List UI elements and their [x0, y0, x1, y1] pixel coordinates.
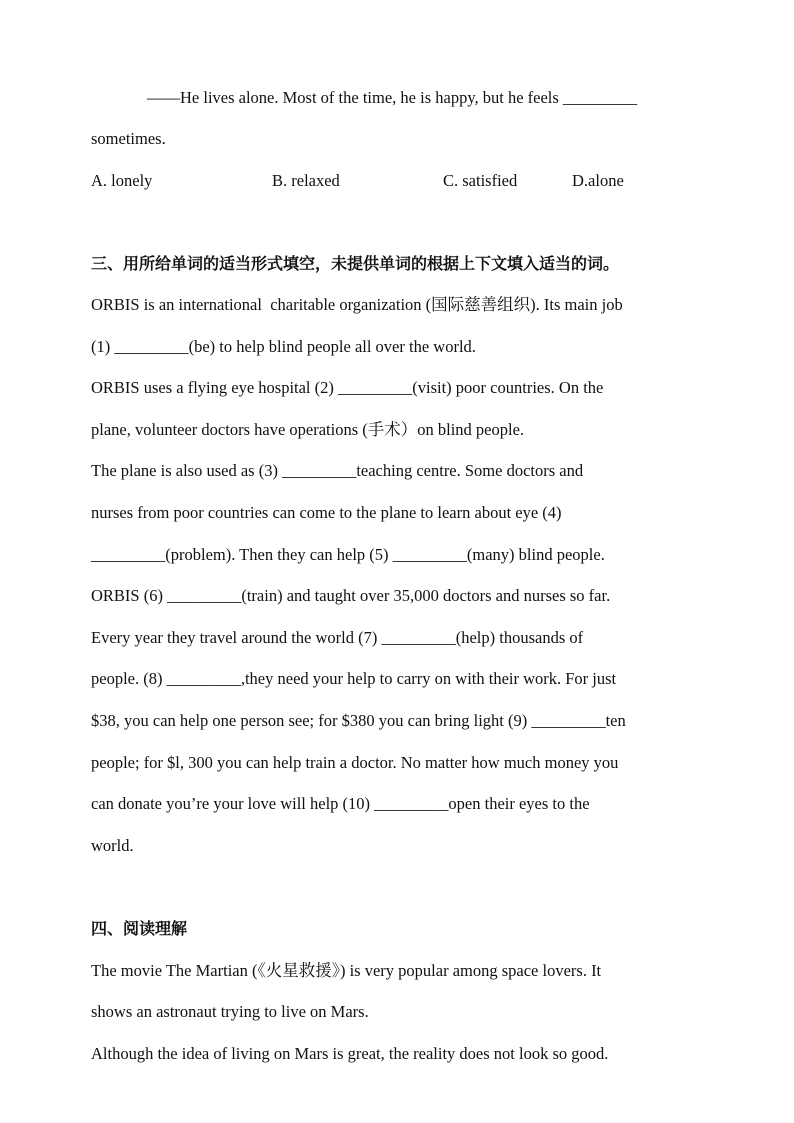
- cloze-line: world.: [91, 836, 134, 855]
- cloze-line: ORBIS is an international charitable organization (国际慈善组织). Its main job: [91, 295, 623, 314]
- cloze-line: people. (8) _________,they need your help to carry on with their work. For just: [91, 669, 617, 688]
- reading-passage-line: shows an astronaut trying to live on Mars.: [91, 1002, 369, 1021]
- cloze-line: people; for $l, 300 you can help train a doctor. No matter how much money you: [91, 753, 619, 772]
- cloze-line: plane, volunteer doctors have operations (手术）on blind people.: [91, 420, 525, 439]
- cloze-line: ORBIS (6) _________(train) and taught over 35,000 doctors and nurses so far.: [91, 586, 611, 605]
- reading-passage-line: The movie The Martian (《火星救援》) is very popular among space lovers. It: [91, 961, 602, 980]
- option-b: B. relaxed: [272, 171, 340, 190]
- question-stem-line: ——He lives alone. Most of the time, he is happy, but he feels _________: [147, 88, 638, 107]
- option-c: C. satisfied: [443, 171, 518, 190]
- cloze-line: nurses from poor countries can come to the plane to learn about eye (4): [91, 503, 562, 522]
- cloze-line: The plane is also used as (3) _________teaching centre. Some doctors and: [91, 461, 584, 480]
- reading-passage-line: Although the idea of living on Mars is great, the reality does not look so good.: [91, 1044, 609, 1063]
- cloze-line: Every year they travel around the world (7) _________(help) thousands of: [91, 628, 584, 647]
- option-d: D.alone: [572, 171, 624, 190]
- cloze-line: ORBIS uses a flying eye hospital (2) _________(visit) poor countries. On the: [91, 378, 604, 397]
- cloze-line: $38, you can help one person see; for $380 you can bring light (9) _________ten: [91, 711, 626, 730]
- section-3-heading: 三、用所给单词的适当形式填空，未提供单词的根据上下文填入适当的词。: [91, 254, 620, 273]
- cloze-line: can donate you’re your love will help (10) _________open their eyes to the: [91, 794, 590, 813]
- option-a: A. lonely: [91, 171, 153, 190]
- section-4-heading: 四、阅读理解: [91, 919, 188, 938]
- cloze-line: (1) _________(be) to help blind people all over the world.: [91, 337, 476, 356]
- question-stem-continuation: sometimes.: [91, 129, 166, 148]
- cloze-line: _________(problem). Then they can help (5) _________(many) blind people.: [91, 545, 605, 564]
